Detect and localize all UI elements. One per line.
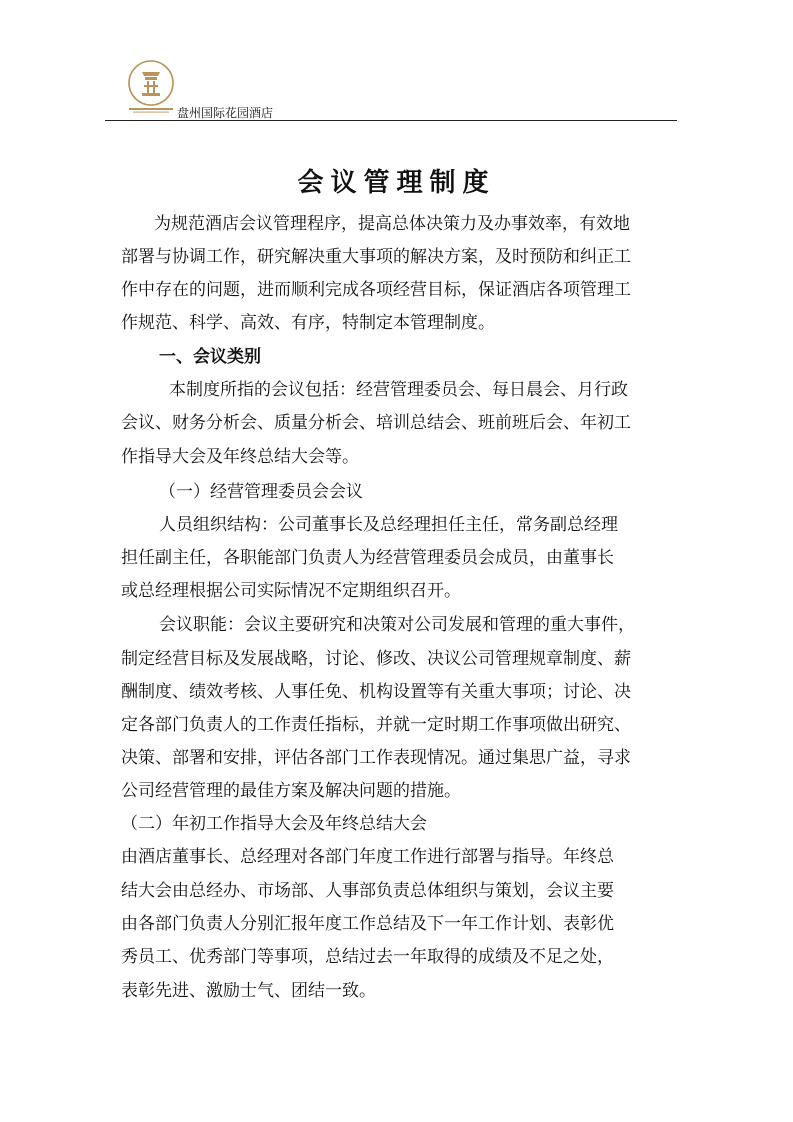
body-line: 或总经理根据公司实际情况不定期组织召开。: [121, 581, 461, 601]
body-line: 由各部门负责人分别汇报年度工作总结及下一年工作计划、表彰优: [121, 914, 614, 934]
body-line: 为规范酒店会议管理程序，提高总体决策力及办事效率，有效地: [154, 214, 630, 234]
body-line: 作规范、科学、高效、有序，特制定本管理制度。: [121, 313, 495, 333]
body-line: 公司经营管理的最佳方案及解决问题的措施。: [121, 781, 461, 801]
header-divider: [105, 120, 677, 121]
body-line: 作指导大会及年终总结大会等。: [121, 447, 359, 467]
body-line: 表彰先进、激励士气、团结一致。: [121, 981, 376, 1001]
document-title: 会议管理制度: [297, 168, 496, 198]
body-line: 会议、财务分析会、质量分析会、培训总结会、班前班后会、年初工: [121, 413, 631, 433]
body-line: 定各部门负责人的工作责任指标，并就一定时期工作事项做出研究、: [121, 715, 631, 735]
section-heading: 一、会议类别: [159, 347, 261, 367]
body-line: 部署与协调工作，研究解决重大事项的解决方案，及时预防和纠正工: [121, 247, 631, 267]
body-line: 秀员工、优秀部门等事项，总结过去一年取得的成绩及不足之处，: [121, 947, 614, 967]
hotel-name: 盘州国际花园酒店: [177, 106, 274, 120]
hotel-logo: [123, 58, 179, 114]
subsection-heading: （一）经营管理委员会会议: [159, 482, 363, 502]
body-line: 作中存在的问题，进而顺利完成各项经营目标，保证酒店各项管理工: [121, 280, 631, 300]
page-header: [105, 58, 677, 122]
subsection-heading: （二）年初工作指导大会及年终总结大会: [121, 814, 427, 834]
body-line: 决策、部署和安排，评估各部门工作表现情况。通过集思广益，寻求: [121, 748, 631, 768]
body-line: 人员组织结构：公司董事长及总经理担任主任，常务副总经理: [159, 515, 618, 535]
body-line: 结大会由总经办、市场部、人事部负责总体组织与策划，会议主要: [121, 881, 614, 901]
body-line: 会议职能：会议主要研究和决策对公司发展和管理的重大事件，: [159, 615, 635, 635]
body-line: 本制度所指的会议包括：经营管理委员会、每日晨会、月行政: [169, 380, 628, 400]
body-line: 由酒店董事长、总经理对各部门年度工作进行部署与指导。年终总: [121, 847, 614, 867]
body-line: 制定经营目标及发展战略，讨论、修改、决议公司管理规章制度、薪: [121, 649, 631, 669]
body-line: 担任副主任，各职能部门负责人为经营管理委员会成员，由董事长: [121, 548, 614, 568]
body-line: 酬制度、绩效考核、人事任免、机构设置等有关重大事项；讨论、决: [121, 682, 631, 702]
